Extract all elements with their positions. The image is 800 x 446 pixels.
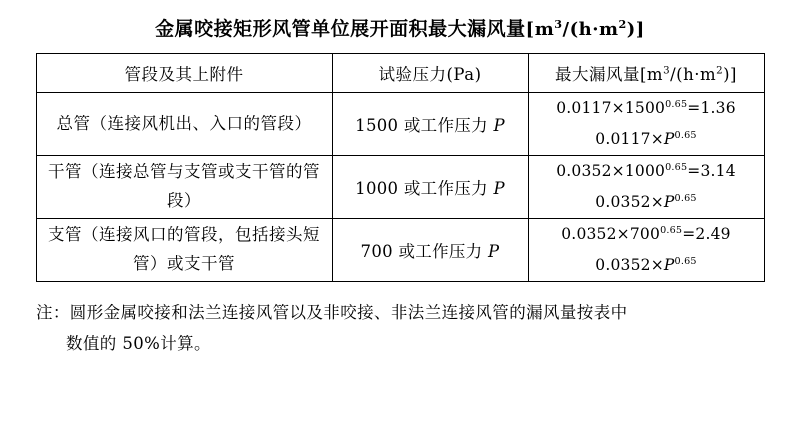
column-header-pressure: 试验压力(Pa) — [332, 54, 528, 93]
table-row — [36, 219, 764, 282]
note-line-2: 数值的 50%计算。 — [66, 333, 211, 353]
table-row — [36, 156, 764, 219]
cell-segment: 支管（连接风口的管段，包括接头短管）或支干管 — [36, 219, 332, 282]
column-header-segment: 管段及其上附件 — [36, 54, 332, 93]
table-body — [36, 93, 764, 282]
leakage-table — [36, 53, 765, 282]
leakage-formula-value: $0.0117\times 1500^{0.65}=1.36$ — [556, 98, 736, 117]
cell-pressure: 1500 或工作压力 P — [332, 93, 528, 156]
note-line-1: 注：圆形金属咬接和法兰连接风管以及非咬接、非法兰连接风管的漏风量按表中 — [36, 303, 628, 322]
column-header-leakage: 最大漏风量$[m^3/(h\cdot m^2)]$ — [528, 54, 764, 93]
leakage-formula-value: $0.0352\times 1000^{0.65}=3.14$ — [556, 161, 736, 180]
leakage-formula-general: $0.0352\times P^{0.65}$ — [595, 255, 697, 274]
leakage-formula-value: $0.0352\times 700^{0.65}=2.49$ — [561, 224, 731, 243]
page-title-unit: $[m^3/(h\cdot m^2)]$ — [525, 18, 645, 40]
table-row — [36, 93, 764, 156]
cell-segment: 总管（连接风机出、入口的管段） — [36, 93, 332, 156]
cell-leakage — [528, 219, 764, 282]
table-note — [36, 282, 764, 359]
cell-segment: 干管（连接总管与支管或支干管的管段） — [36, 156, 332, 219]
cell-leakage — [528, 156, 764, 219]
cell-pressure: 700 或工作压力 P — [332, 219, 528, 282]
leakage-formula-general: $0.0352\times P^{0.65}$ — [595, 192, 697, 211]
page-title-text: 金属咬接矩形风管单位展开面积最大漏风量 — [155, 18, 526, 40]
cell-pressure: 1000 或工作压力 P — [332, 156, 528, 219]
leakage-formula-general: $0.0117\times P^{0.65}$ — [595, 129, 697, 148]
page-title — [0, 0, 800, 53]
table-header — [36, 54, 764, 93]
cell-leakage — [528, 93, 764, 156]
table-header-row — [36, 54, 764, 93]
